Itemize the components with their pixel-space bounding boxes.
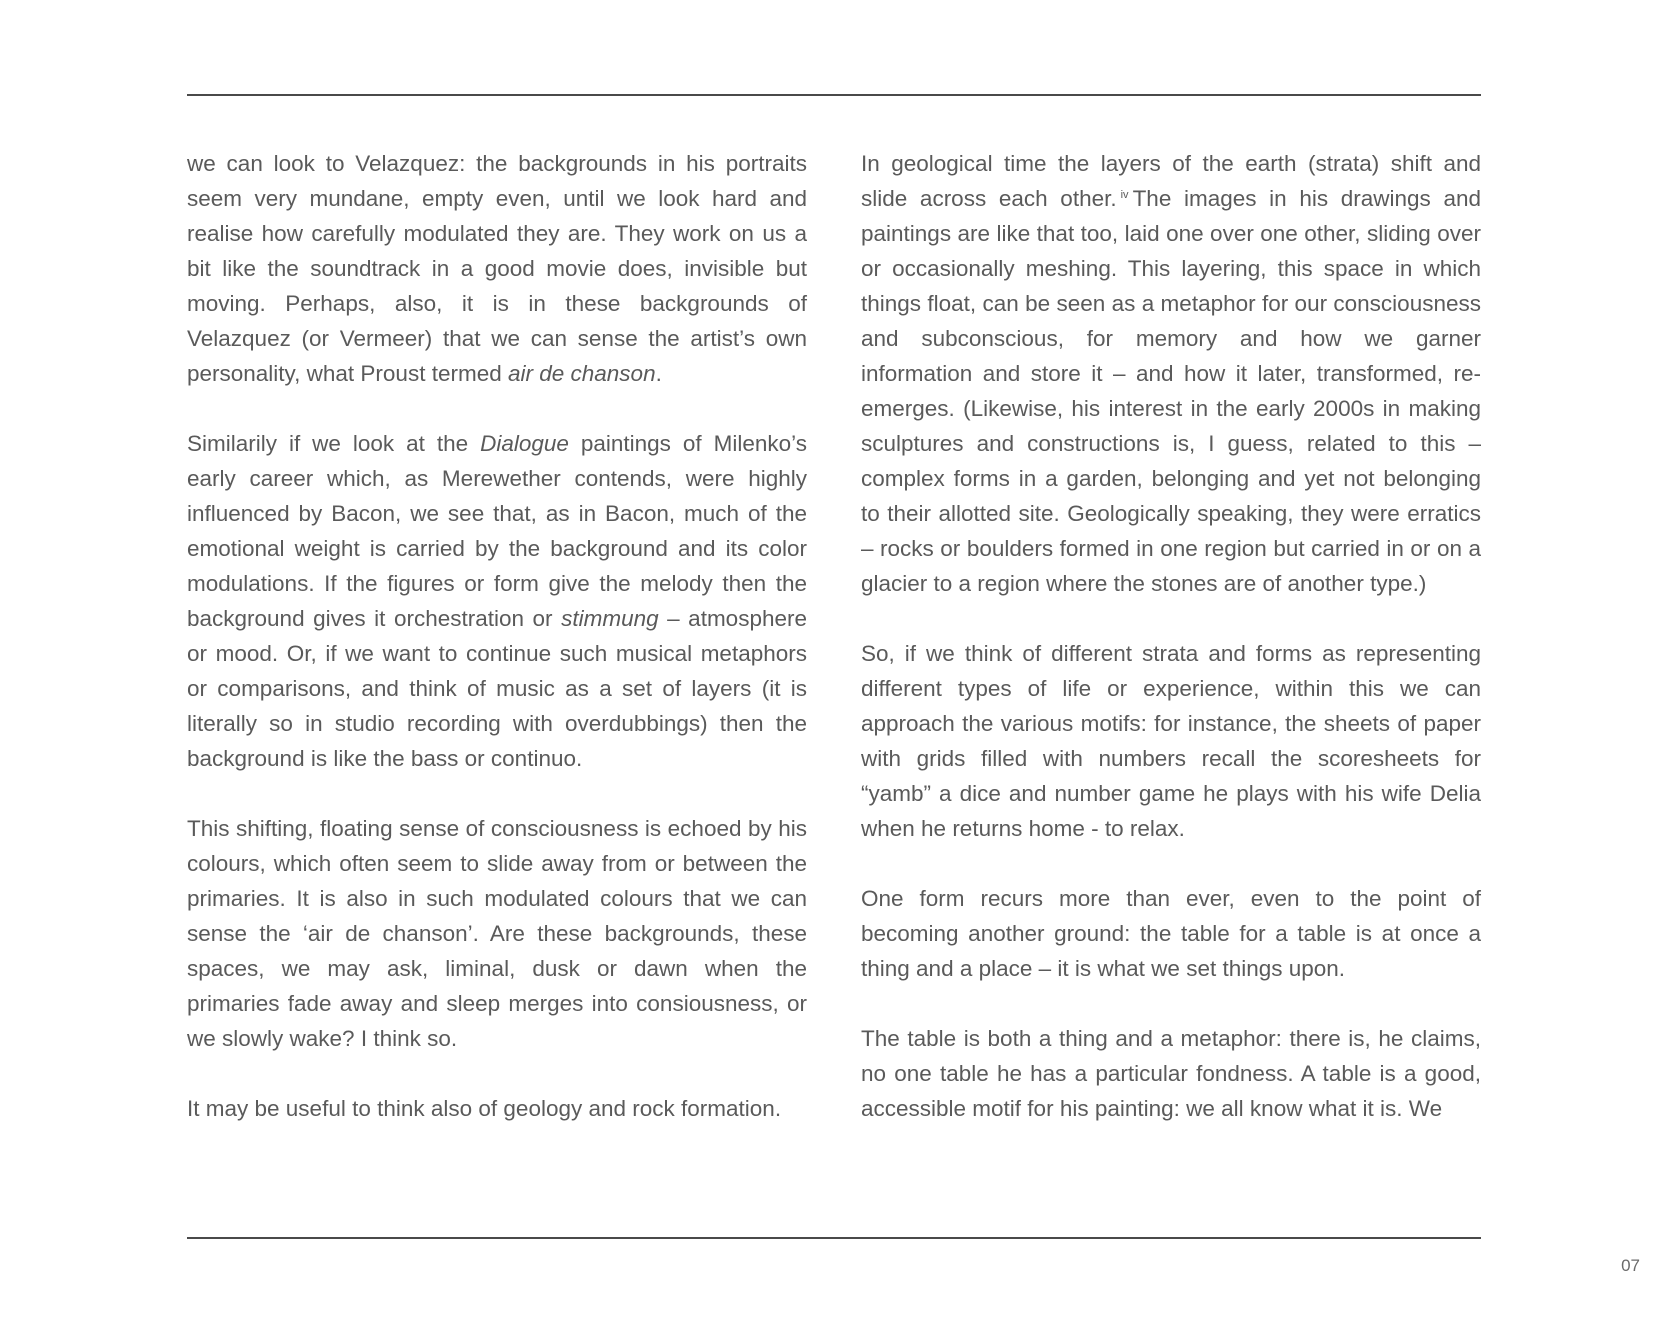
right-paragraph-3: One form recurs more than ever, even to the point of becoming another ground: the table for a table is at once a thing and a place – it is what we set things upon. xyxy=(861,886,1481,981)
right-paragraph-2: So, if we think of different strata and forms as representing different types of life or experience, within this we can approach the various motifs: for instance, the sheets of paper with grids filled with numbers recall the scoresheets for “yamb” a dice and number game he plays with his wife Delia when he returns home - to relax. xyxy=(861,641,1481,841)
bottom-rule xyxy=(187,1237,1481,1239)
top-rule xyxy=(187,94,1481,96)
right-paragraph-1: In geological time the layers of the earth (strata) shift and slide across each other. $^{iv}$ The images in his drawings and paintings are like that too, laid one over one other, sliding over or occasionally meshing. This layering, this space in which things float, can be seen as a metaphor for our consciousness and subconscious, for memory and how we garner information and store it – and how it later, transformed, re-emerges. (Likewise, his interest in the early 2000s in making sculptures and constructions is, I guess, related to this – complex forms in a garden, belonging and yet not belonging to their allotted site. Geologically speaking, they were erratics – rocks or boulders formed in one region but carried in or on a glacier to a region where the stones are of another type.) xyxy=(861,151,1482,596)
left-paragraph-2: Similarily if we look at the Dialogue paintings of Milenko’s early career which, as Merewether contends, were highly influenced by Bacon, we see that, as in Bacon, much of the emotional weight is carried by the background and its color modulations. If the figures or form give the melody then the background gives it orchestration or stimmung – atmosphere or mood. Or, if we want to continue such musical metaphors or comparisons, and think of music as a set of layers (it is literally so in studio recording with overdubbings) then the background is like the bass or continuo. xyxy=(187,431,807,771)
left-column xyxy=(187,146,807,1126)
left-paragraph-1: we can look to Velazquez: the backgrounds in his portraits seem very mundane, empty even, until we look hard and realise how carefully modulated they are. They work on us a bit like the soundtrack in a good movie does, invisible but moving. Perhaps, also, it is in these backgrounds of Velazquez (or Vermeer) that we can sense the artist’s own personality, what Proust termed air de chanson. xyxy=(187,151,807,386)
right-column xyxy=(861,146,1481,1126)
left-paragraph-4: It may be useful to think also of geology and rock formation. xyxy=(187,1096,782,1121)
footnote-reference[interactable]: iv xyxy=(1120,188,1129,201)
page-number: 07 xyxy=(1621,1256,1640,1275)
left-paragraph-3: This shifting, floating sense of consciousness is echoed by his colours, which often seem to slide away from or between the primaries. It is also in such modulated colours that we can sense the ‘air de chanson’. Are these backgrounds, these spaces, we may ask, liminal, dusk or dawn when the primaries fade away and sleep merges into consiousness, or we slowly wake? I think so. xyxy=(187,816,807,1051)
right-paragraph-4: The table is both a thing and a metaphor: there is, he claims, no one table he has a particular fondness. A table is a good, accessible motif for his painting: we all know what it is. We xyxy=(861,1026,1481,1121)
